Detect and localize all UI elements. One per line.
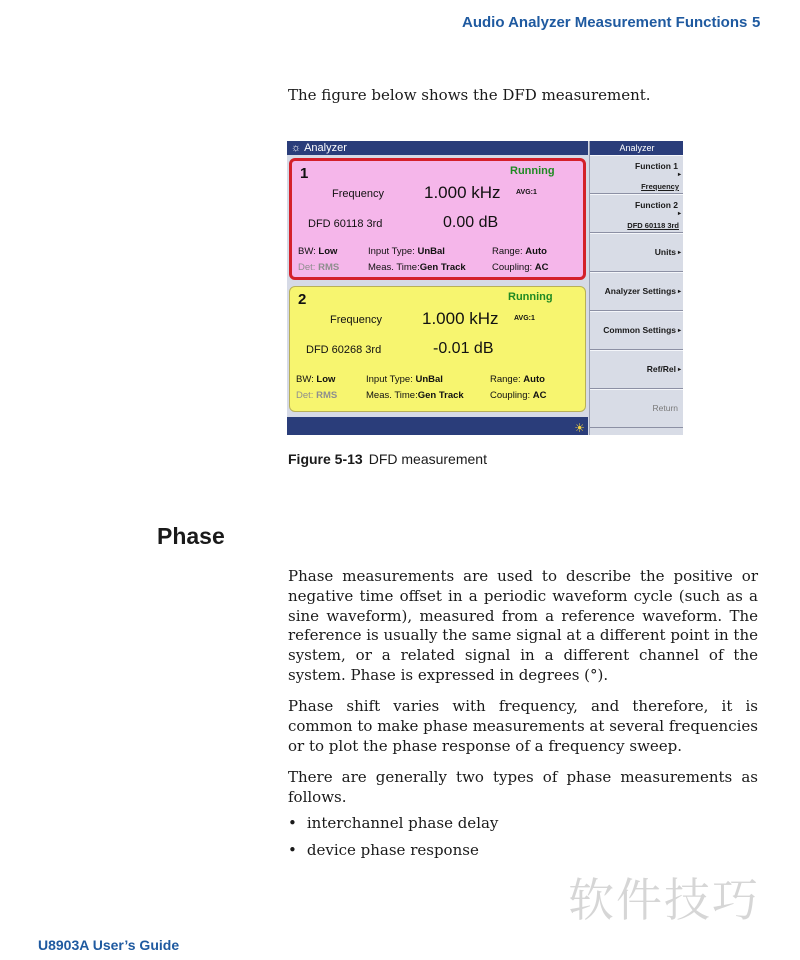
range-setting: Range: Auto (492, 246, 547, 257)
frequency-label: Frequency (330, 314, 382, 326)
intro-text: The figure below shows the DFD measurement. (288, 86, 651, 104)
arrow-right-icon: ▸ (677, 328, 681, 334)
paragraph: There are generally two types of phase measurements as follows. (288, 768, 758, 806)
bw-setting: BW: Low (296, 374, 336, 385)
meas-time-setting: Meas. Time:Gen Track (368, 262, 466, 273)
ref-rel-softkey[interactable] (590, 350, 683, 389)
avg-badge: AVG:1 (514, 315, 535, 322)
analyzer-settings-softkey[interactable] (590, 272, 683, 311)
figure-title: DFD measurement (368, 451, 487, 467)
softkey-label: Common Settings (603, 325, 676, 335)
det-setting: Det: RMS (298, 262, 340, 273)
input-type-setting: Input Type: UnBal (368, 246, 445, 257)
watermark: 软件技巧 (568, 873, 760, 927)
page-number: 5 (752, 14, 761, 31)
measurement-panel-2[interactable] (289, 286, 586, 412)
avg-badge: AVG:1 (516, 189, 537, 196)
list-item: • interchannel phase delay (288, 814, 499, 832)
softkey-label: Return (652, 403, 678, 413)
page-footer: U8903A User’s Guide (38, 937, 180, 953)
figure-caption (288, 451, 487, 467)
softkey-label: Units (654, 247, 676, 257)
arrow-right-icon: ▸ (677, 367, 681, 373)
softkey-label: Function 1 (635, 161, 678, 171)
function-1-softkey[interactable] (590, 155, 683, 194)
softkey-menu-title: Analyzer (590, 141, 683, 155)
paragraph: Phase shift varies with frequency, and therefore, it is common to make phase measurements at several frequencies or to plot the phase response of a frequency sweep. (288, 697, 758, 755)
sun-icon: ☼ (291, 142, 302, 154)
det-setting: Det: RMS (296, 390, 338, 401)
common-settings-softkey[interactable] (590, 311, 683, 350)
panel-number: 1 (300, 165, 309, 182)
units-softkey[interactable] (590, 233, 683, 272)
bw-setting: BW: Low (298, 246, 338, 257)
arrow-right-icon: ▸ (677, 172, 681, 178)
coupling-setting: Coupling: AC (492, 262, 549, 273)
figure-label: Figure 5-13 (288, 451, 363, 467)
bullet-icon: • (288, 841, 297, 859)
frequency-label: Frequency (332, 188, 384, 200)
measurement-value: 0.00 dB (443, 214, 499, 231)
softkey-value: Frequency (641, 182, 679, 191)
measurement-panel-1[interactable] (289, 158, 586, 280)
section-heading: Phase (157, 523, 225, 549)
paragraph: Phase measurements are used to describe the positive or negative time offset in a periodic waveform cycle (such as a sine waveform), measured from a reference waveform. The reference is usually the same signal at a different point in the system, or a related signal in a different channel of the system. Phase is expressed in degrees (°). (288, 567, 758, 684)
input-type-setting: Input Type: UnBal (366, 374, 443, 385)
panel-number: 2 (298, 291, 307, 308)
arrow-right-icon: ▸ (677, 250, 681, 256)
softkey-menu (589, 141, 683, 435)
window-titlebar (287, 141, 588, 155)
softkey-label: Analyzer Settings (604, 286, 676, 296)
status-bar (287, 417, 588, 435)
list-item: • device phase response (288, 841, 479, 859)
measurement-value: -0.01 dB (433, 340, 494, 357)
meas-time-setting: Meas. Time:Gen Track (366, 390, 464, 401)
range-setting: Range: Auto (490, 374, 545, 385)
arrow-right-icon: ▸ (677, 289, 681, 295)
sun-icon: ☀ (574, 421, 585, 435)
coupling-setting: Coupling: AC (490, 390, 547, 401)
function-2-softkey[interactable] (590, 194, 683, 233)
arrow-right-icon: ▸ (677, 211, 681, 217)
page-header-title: Audio Analyzer Measurement Functions (462, 14, 748, 31)
softkey-value: DFD 60118 3rd (627, 221, 679, 230)
frequency-value: 1.000 kHz (422, 309, 499, 328)
bullet-icon: • (288, 814, 297, 832)
window-title: Analyzer (304, 142, 347, 154)
status-running: Running (508, 291, 553, 303)
softkey-label: Ref/Rel (646, 364, 676, 374)
measurement-label: DFD 60118 3rd (308, 218, 383, 230)
analyzer-screenshot (287, 141, 683, 435)
return-softkey[interactable] (590, 389, 683, 428)
measurement-label: DFD 60268 3rd (306, 344, 382, 356)
frequency-value: 1.000 kHz (424, 183, 501, 202)
softkey-label: Function 2 (635, 200, 678, 210)
status-running: Running (510, 165, 555, 177)
